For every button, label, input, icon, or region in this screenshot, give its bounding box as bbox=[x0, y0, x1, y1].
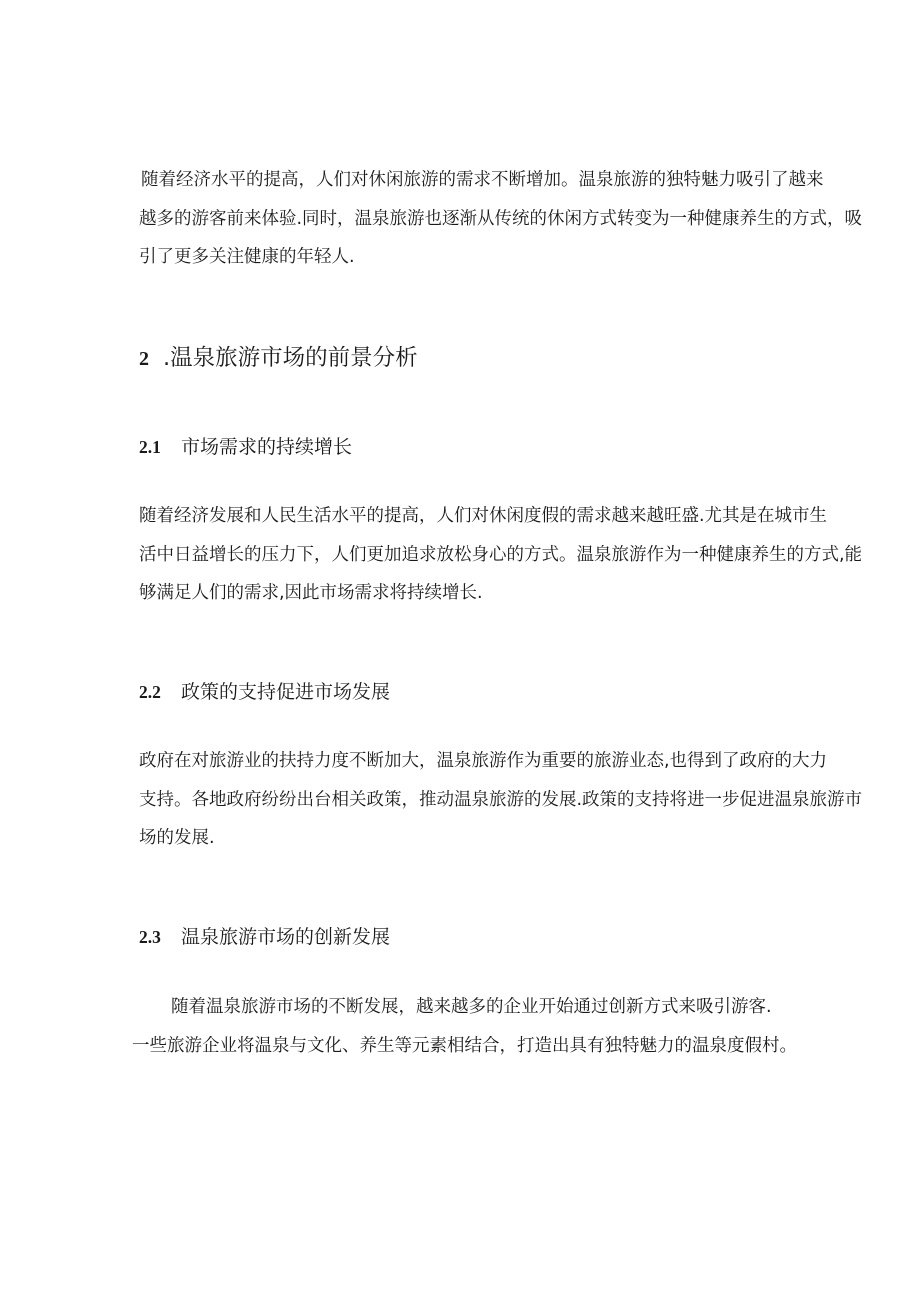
section-2-1-line-2: 活中日益增长的压力下，人们更加追求放松身心的方式。温泉旅游作为一种健康养生的方式,能 bbox=[139, 544, 863, 565]
section-2-2-title: 政策的支持促进市场发展 bbox=[181, 681, 391, 703]
section-2-2-heading bbox=[139, 677, 390, 704]
section-2-1-heading bbox=[139, 432, 352, 459]
section-2-number: 2 bbox=[139, 348, 149, 370]
section-2-1-title: 市场需求的持续增长 bbox=[181, 436, 353, 458]
section-2-2-number: 2.2 bbox=[139, 682, 161, 702]
section-2-2-line-1: 政府在对旅游业的扶持力度不断加大，温泉旅游作为重要的旅游业态,也得到了政府的大力 bbox=[139, 751, 828, 771]
intro-line-2: 越多的游客前来体验.同时，温泉旅游也逐渐从传统的休闲方式转变为一种健康养生的方式，吸 bbox=[139, 208, 863, 229]
section-2-1-paragraph bbox=[139, 497, 863, 613]
intro-paragraph bbox=[139, 161, 863, 277]
section-2-3-paragraph bbox=[132, 988, 811, 1065]
intro-line-3: 引了更多关注健康的年轻人. bbox=[139, 247, 355, 267]
intro-line-1: 随着经济水平的提高，人们对休闲旅游的需求不断增加。温泉旅游的独特魅力吸引了越来 bbox=[141, 170, 824, 190]
section-2-3-line-2: 一些旅游企业将温泉与文化、养生等元素相结合，打造出具有独特魅力的温泉度假村。 bbox=[132, 1035, 797, 1056]
section-2-title: .温泉旅游市场的前景分析 bbox=[163, 345, 418, 371]
section-2-3-title: 温泉旅游市场的创新发展 bbox=[181, 926, 391, 948]
section-2-heading bbox=[139, 340, 418, 372]
section-2-1-line-1: 随着经济发展和人民生活水平的提高，人们对休闲度假的需求越来越旺盛.尤其是在城市生 bbox=[139, 506, 828, 526]
section-2-3-heading bbox=[139, 922, 390, 949]
section-2-1-number: 2.1 bbox=[139, 437, 161, 457]
section-2-2-line-3: 场的发展. bbox=[139, 828, 215, 848]
section-2-3-line-1: 随着温泉旅游市场的不断发展，越来越多的企业开始通过创新方式来吸引游客. bbox=[171, 997, 772, 1017]
section-2-3-number: 2.3 bbox=[139, 927, 161, 947]
section-2-2-line-2: 支持。各地政府纷纷出台相关政策，推动温泉旅游的发展.政策的支持将进一步促进温泉旅游市 bbox=[139, 789, 863, 810]
section-2-1-line-3: 够满足人们的需求,因此市场需求将持续增长. bbox=[139, 583, 483, 603]
section-2-2-paragraph bbox=[139, 742, 863, 858]
